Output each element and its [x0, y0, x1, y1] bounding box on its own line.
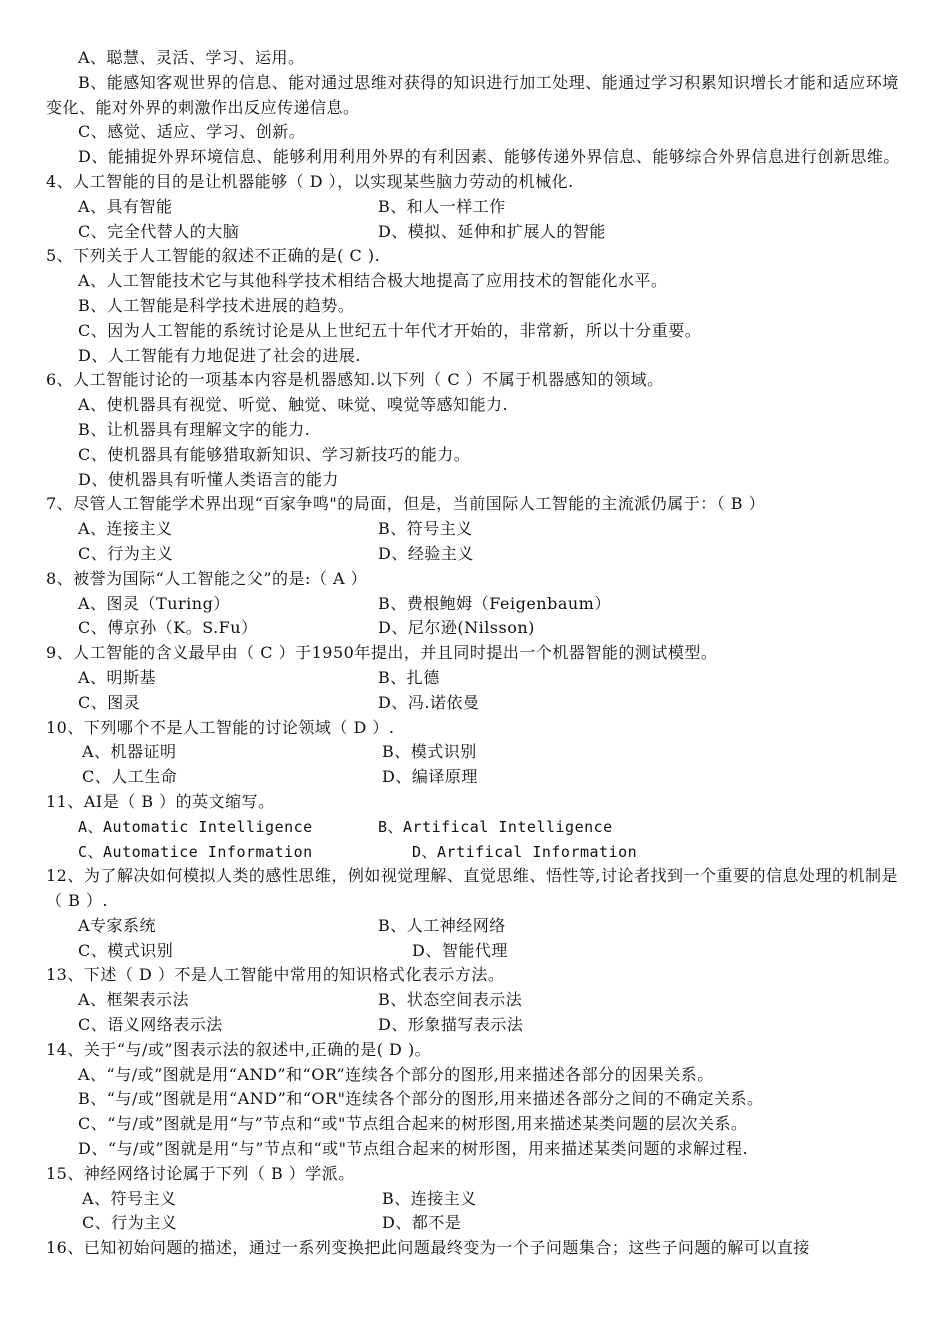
- q8-options-row-1: [46, 592, 904, 617]
- q11-stem: 11、AI是（ B ）的英文缩写。: [46, 791, 275, 811]
- q10-options-row-1: [46, 740, 904, 765]
- q14-option-a: A、“与/或”图就是用“AND”和“OR”连续各个部分的图形,用来描述各部分的因果关系。: [78, 1064, 714, 1084]
- q10-option-c: C、人工生命: [82, 767, 178, 787]
- q12-option-a: A专家系统: [78, 915, 157, 935]
- q12-option-b: B、人工神经网络: [378, 915, 506, 935]
- q10-options-row-2: [46, 765, 904, 790]
- q3-option-a: A、聪慧、灵活、学习、运用。: [78, 48, 305, 67]
- q8-option-d: D、尼尔逊(Nilsson): [378, 618, 535, 638]
- q3-option-b: B、能感知客观世界的信息、能对通过思维对获得的知识进行加工处理、能通过学习积累知识增长才能和适应环境变化、能对外界的刺激作出反应传递信息。: [46, 72, 899, 117]
- q10-option-b: B、模式识别: [382, 742, 477, 762]
- q9-stem: 9、人工智能的含义最早由（ C ）于1950年提出，并且同时提出一个机器智能的测试模型。: [46, 643, 718, 663]
- q7-option-d: D、经验主义: [378, 543, 474, 563]
- q7-options-row-1: [46, 517, 904, 542]
- q9-option-d: D、冯.诺依曼: [378, 692, 480, 712]
- q15-options-row-1: [46, 1187, 904, 1212]
- q9-options-row-2: [46, 691, 904, 716]
- q10-stem: 10、下列哪个不是人工智能的讨论领域（ D ）.: [46, 717, 395, 737]
- q9-option-b: B、扎德: [378, 667, 440, 687]
- q7-option-c: C、行为主义: [78, 543, 174, 563]
- q16-stem: 16、已知初始问题的描述，通过一系列变换把此问题最终变为一个子问题集合；这些子问题的解可以直接: [46, 1238, 810, 1258]
- q15-stem: 15、神经网络讨论属于下列（ B ）学派。: [46, 1163, 355, 1183]
- q4-option-d: D、模拟、延伸和扩展人的智能: [378, 221, 606, 241]
- q7-option-b: B、符号主义: [378, 519, 473, 539]
- q15-option-d: D、都不是: [382, 1213, 462, 1233]
- q11-option-b: B、Artifical Intelligence: [378, 817, 613, 836]
- q4-options-row-2: [46, 220, 904, 245]
- q6-stem: 6、人工智能讨论的一项基本内容是机器感知.以下列（ C ）不属于机器感知的领域。: [46, 370, 664, 390]
- q14-option-d: D、“与/或”图就是用“与”节点和“或"节点组合起来的树形图，用来描述某类问题的求解过程.: [78, 1139, 749, 1159]
- q12-option-c: C、模式识别: [78, 940, 174, 960]
- q13-stem: 13、下述（ D ）不是人工智能中常用的知识格式化表示方法。: [46, 965, 505, 985]
- q13-options-row-1: [46, 988, 904, 1013]
- q4-options-row-1: [46, 195, 904, 220]
- q8-options-row-2: [46, 616, 904, 641]
- q4-option-a: A、具有智能: [78, 196, 173, 216]
- q9-option-c: C、图灵: [78, 692, 141, 712]
- q15-options-row-2: [46, 1211, 904, 1236]
- q13-option-d: D、形象描写表示法: [378, 1015, 524, 1035]
- q13-option-c: C、语义网络表示法: [78, 1015, 223, 1035]
- q13-option-b: B、状态空间表示法: [378, 990, 523, 1010]
- q4-stem: 4、人工智能的目的是让机器能够（ D ），以实现某些脑力劳动的机械化.: [46, 171, 574, 191]
- q8-option-a: A、图灵（Turing）: [78, 593, 230, 613]
- q9-options-row-1: [46, 666, 904, 691]
- q12-stem: 12、为了解决如何模拟人类的感性思维，例如视觉理解、直觉思维、悟性等,讨论者找到一个重要的信息处理的机制是（ B ）.: [46, 866, 898, 911]
- q4-option-b: B、和人一样工作: [378, 196, 506, 216]
- q10-option-d: D、编译原理: [382, 767, 478, 787]
- q5-option-d: D、人工智能有力地促进了社会的进展.: [78, 345, 361, 365]
- q5-stem: 5、下列关于人工智能的叙述不正确的是( C ).: [46, 246, 381, 266]
- q8-option-c: C、傅京孙（K。S.Fu）: [78, 618, 258, 638]
- q15-option-c: C、行为主义: [82, 1213, 178, 1233]
- q6-option-a: A、使机器具有视觉、听觉、触觉、味觉、嗅觉等感知能力.: [78, 395, 509, 415]
- q6-option-c: C、使机器具有能够猎取新知识、学习新技巧的能力。: [78, 444, 471, 464]
- q8-option-b: B、费根鲍姆（Feigenbaum）: [378, 593, 611, 613]
- q5-option-a: A、人工智能技术它与其他科学技术相结合极大地提高了应用技术的智能化水平。: [78, 271, 668, 291]
- q15-option-b: B、连接主义: [382, 1188, 477, 1208]
- q10-option-a: A、机器证明: [82, 742, 177, 762]
- q13-option-a: A、框架表示法: [78, 990, 190, 1010]
- q11-option-d: D、Artifical Information: [412, 842, 638, 861]
- q14-option-b: B、“与/或”图就是用“AND”和“OR"连续各个部分的图形,用来描述各部分之间的不确定关系。: [78, 1089, 764, 1109]
- q6-option-b: B、让机器具有理解文字的能力.: [78, 419, 311, 439]
- q3-option-d: D、能捕捉外界环境信息、能够利用利用外界的有利因素、能够传递外界信息、能够综合外界信息进行创新思维。: [78, 147, 900, 167]
- q7-stem: 7、尽管人工智能学术界出现“百家争鸣"的局面，但是，当前国际人工智能的主流派仍属于：（ B ）: [46, 494, 766, 514]
- q6-option-d: D、使机器具有听懂人类语言的能力: [78, 469, 339, 489]
- q15-option-a: A、符号主义: [82, 1188, 177, 1208]
- q14-option-c: C、“与/或”图就是用“与”节点和“或"节点组合起来的树形图,用来描述某类问题的层次关系。: [78, 1114, 748, 1134]
- q5-option-c: C、因为人工智能的系统讨论是从上世纪五十年代才开始的，非常新，所以十分重要。: [78, 320, 702, 340]
- q5-option-b: B、人工智能是科学技术进展的趋势。: [78, 295, 355, 315]
- q12-options-row-1: [46, 914, 904, 939]
- q4-option-c: C、完全代替人的大脑: [78, 221, 240, 241]
- question-list: [46, 46, 904, 1261]
- q11-option-c: C、Automatice Information: [78, 842, 313, 861]
- q13-options-row-2: [46, 1013, 904, 1038]
- q9-option-a: A、明斯基: [78, 667, 157, 687]
- q3-option-c: C、感觉、适应、学习、创新。: [78, 122, 306, 142]
- q12-options-row-2: [46, 939, 904, 964]
- q11-options-row-2: [46, 840, 904, 865]
- q7-option-a: A、连接主义: [78, 519, 173, 539]
- q8-stem: 8、被誉为国际“人工智能之父”的是:（ A ）: [46, 568, 368, 588]
- q14-stem: 14、关于“与/或”图表示法的叙述中,正确的是( D )。: [46, 1039, 432, 1059]
- q7-options-row-2: [46, 542, 904, 567]
- q12-option-d: D、智能代理: [412, 940, 508, 960]
- q11-options-row-1: [46, 815, 904, 840]
- q11-option-a: A、Automatic Intelligence: [78, 817, 313, 836]
